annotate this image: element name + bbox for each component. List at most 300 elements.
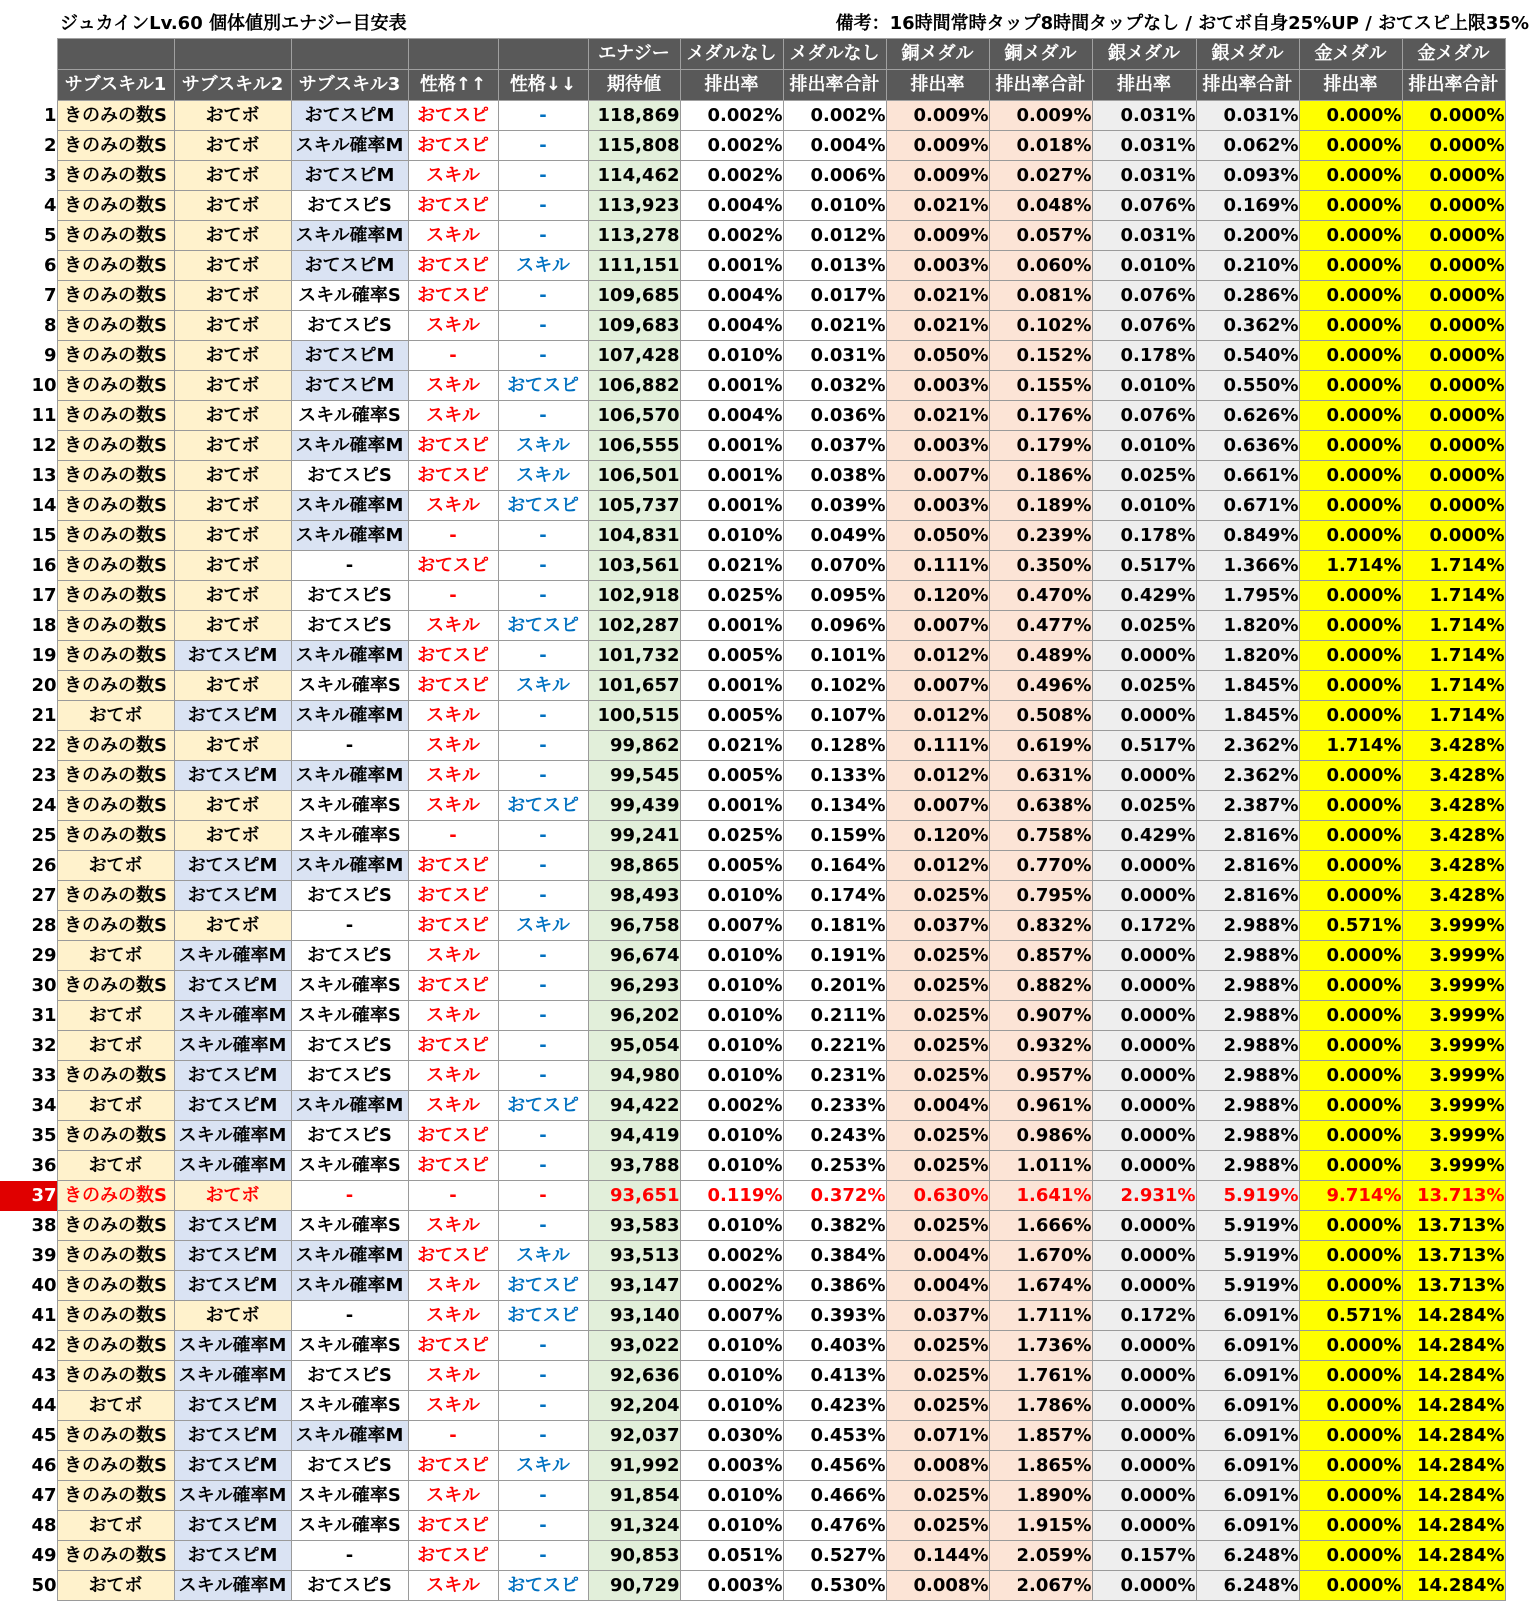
row-number: 49 (0, 1541, 57, 1571)
energy-value: 109,685 (588, 281, 680, 311)
nature-down: - (498, 161, 588, 191)
silver-total: 6.091% (1196, 1391, 1299, 1421)
sub-skill-3: スキル確率M (291, 1241, 408, 1271)
no-medal-total: 0.243% (783, 1121, 886, 1151)
no-medal-total: 0.102% (783, 671, 886, 701)
table-row (0, 1331, 1505, 1361)
gold-rate: 0.000% (1299, 371, 1402, 401)
bronze-rate: 0.025% (886, 1361, 989, 1391)
nature-down: スキル (498, 461, 588, 491)
sub-skill-2: おてスピM (174, 1541, 291, 1571)
silver-rate: 0.000% (1092, 1211, 1196, 1241)
sub-skill-3: - (291, 1181, 408, 1211)
gold-rate: 0.000% (1299, 161, 1402, 191)
sub-skill-2: おてスピM (174, 701, 291, 731)
sub-skill-2: おてボ (174, 431, 291, 461)
bronze-rate: 0.003% (886, 431, 989, 461)
bronze-rate: 0.037% (886, 911, 989, 941)
nature-up: スキル (408, 1271, 498, 1301)
sub-skill-3: おてスピS (291, 881, 408, 911)
silver-total: 0.210% (1196, 251, 1299, 281)
nature-down: - (498, 1361, 588, 1391)
energy-value: 99,241 (588, 821, 680, 851)
bronze-rate: 0.003% (886, 491, 989, 521)
row-number: 34 (0, 1091, 57, 1121)
no-medal-rate: 0.004% (680, 281, 783, 311)
sub-skill-3: スキル確率M (291, 701, 408, 731)
gold-total: 3.999% (1402, 1061, 1505, 1091)
table-row (0, 641, 1505, 671)
sub-skill-2: おてボ (174, 611, 291, 641)
row-number: 3 (0, 161, 57, 191)
gold-rate: 0.000% (1299, 491, 1402, 521)
sub-skill-2: おてスピM (174, 1421, 291, 1451)
nature-down: - (498, 521, 588, 551)
silver-rate: 0.000% (1092, 851, 1196, 881)
energy-value: 104,831 (588, 521, 680, 551)
no-medal-total: 0.134% (783, 791, 886, 821)
no-medal-rate: 0.010% (680, 341, 783, 371)
table-row (0, 851, 1505, 881)
nature-up: スキル (408, 1571, 498, 1601)
energy-value: 94,422 (588, 1091, 680, 1121)
no-medal-total: 0.372% (783, 1181, 886, 1211)
nature-up: スキル (408, 1091, 498, 1121)
bronze-rate: 0.012% (886, 701, 989, 731)
nature-up: おてスピ (408, 911, 498, 941)
no-medal-rate: 0.002% (680, 1241, 783, 1271)
bronze-rate: 0.050% (886, 341, 989, 371)
sub-skill-2: おてスピM (174, 1241, 291, 1271)
header-cell: 銀メダル (1196, 39, 1299, 70)
row-number: 47 (0, 1481, 57, 1511)
no-medal-total: 0.413% (783, 1361, 886, 1391)
no-medal-rate: 0.007% (680, 911, 783, 941)
no-medal-rate: 0.021% (680, 731, 783, 761)
table-row (0, 1091, 1505, 1121)
sub-skill-1: きのみの数S (57, 1181, 174, 1211)
energy-value: 91,324 (588, 1511, 680, 1541)
row-number: 48 (0, 1511, 57, 1541)
gold-rate: 0.000% (1299, 1391, 1402, 1421)
table-row (0, 611, 1505, 641)
table-row (0, 161, 1505, 191)
gold-rate: 0.000% (1299, 761, 1402, 791)
no-medal-total: 0.453% (783, 1421, 886, 1451)
silver-total: 0.626% (1196, 401, 1299, 431)
gold-total: 3.428% (1402, 791, 1505, 821)
energy-value: 91,854 (588, 1481, 680, 1511)
nature-down: - (498, 1181, 588, 1211)
sub-skill-1: きのみの数S (57, 971, 174, 1001)
silver-rate: 0.429% (1092, 821, 1196, 851)
nature-down: - (498, 311, 588, 341)
no-medal-rate: 0.051% (680, 1541, 783, 1571)
table-row (0, 941, 1505, 971)
table-row (0, 761, 1505, 791)
no-medal-total: 0.159% (783, 821, 886, 851)
nature-up: スキル (408, 1061, 498, 1091)
sub-skill-2: おてボ (174, 731, 291, 761)
no-medal-rate: 0.010% (680, 1031, 783, 1061)
silver-rate: 0.000% (1092, 1121, 1196, 1151)
energy-value: 93,583 (588, 1211, 680, 1241)
row-number: 30 (0, 971, 57, 1001)
nature-up: スキル (408, 941, 498, 971)
row-number: 44 (0, 1391, 57, 1421)
energy-value: 101,657 (588, 671, 680, 701)
sub-skill-1: きのみの数S (57, 1121, 174, 1151)
sub-skill-3: スキル確率M (291, 491, 408, 521)
sub-skill-1: きのみの数S (57, 461, 174, 491)
gold-total: 13.713% (1402, 1211, 1505, 1241)
energy-value: 92,204 (588, 1391, 680, 1421)
nature-down: - (498, 131, 588, 161)
silver-total: 2.362% (1196, 731, 1299, 761)
nature-up: おてスピ (408, 881, 498, 911)
gold-total: 14.284% (1402, 1331, 1505, 1361)
bronze-total: 2.059% (989, 1541, 1092, 1571)
bronze-rate: 0.025% (886, 1121, 989, 1151)
gold-rate: 0.000% (1299, 581, 1402, 611)
sub-skill-3: スキル確率S (291, 791, 408, 821)
sub-skill-3: - (291, 1541, 408, 1571)
header-cell (57, 39, 174, 70)
row-number: 32 (0, 1031, 57, 1061)
nature-down: - (498, 1391, 588, 1421)
gold-total: 14.284% (1402, 1301, 1505, 1331)
no-medal-total: 0.032% (783, 371, 886, 401)
energy-value: 93,022 (588, 1331, 680, 1361)
table-row (0, 401, 1505, 431)
nature-up: スキル (408, 1481, 498, 1511)
nature-up: スキル (408, 401, 498, 431)
no-medal-rate: 0.010% (680, 971, 783, 1001)
sub-skill-2: おてスピM (174, 1391, 291, 1421)
silver-rate: 0.000% (1092, 1421, 1196, 1451)
nature-up: おてスピ (408, 191, 498, 221)
bronze-total: 0.832% (989, 911, 1092, 941)
sub-skill-2: おてスピM (174, 881, 291, 911)
nature-down: おてスピ (498, 1091, 588, 1121)
table-row (0, 1571, 1505, 1601)
no-medal-rate: 0.010% (680, 941, 783, 971)
gold-rate: 0.000% (1299, 221, 1402, 251)
nature-up: おてスピ (408, 671, 498, 701)
bronze-total: 0.027% (989, 161, 1092, 191)
gold-rate: 0.000% (1299, 821, 1402, 851)
table-row (0, 1391, 1505, 1421)
gold-total: 3.999% (1402, 1151, 1505, 1181)
sub-skill-1: きのみの数S (57, 1361, 174, 1391)
energy-value: 90,853 (588, 1541, 680, 1571)
silver-total: 2.988% (1196, 1031, 1299, 1061)
nature-up: スキル (408, 1391, 498, 1421)
row-number: 4 (0, 191, 57, 221)
gold-total: 14.284% (1402, 1361, 1505, 1391)
no-medal-rate: 0.119% (680, 1181, 783, 1211)
nature-up: - (408, 521, 498, 551)
bronze-rate: 0.120% (886, 821, 989, 851)
gold-rate: 0.000% (1299, 521, 1402, 551)
bronze-total: 1.761% (989, 1361, 1092, 1391)
silver-total: 1.795% (1196, 581, 1299, 611)
gold-total: 0.000% (1402, 101, 1505, 131)
row-number: 16 (0, 551, 57, 581)
nature-down: - (498, 851, 588, 881)
sub-skill-1: おてボ (57, 701, 174, 731)
row-number: 31 (0, 1001, 57, 1031)
table-body (0, 101, 1505, 1601)
table-row (0, 1421, 1505, 1451)
bronze-rate: 0.012% (886, 851, 989, 881)
no-medal-rate: 0.010% (680, 1121, 783, 1151)
energy-value: 96,293 (588, 971, 680, 1001)
bronze-rate: 0.007% (886, 791, 989, 821)
no-medal-total: 0.031% (783, 341, 886, 371)
gold-rate: 1.714% (1299, 551, 1402, 581)
bronze-total: 0.009% (989, 101, 1092, 131)
nature-down: - (498, 881, 588, 911)
gold-total: 14.284% (1402, 1391, 1505, 1421)
no-medal-rate: 0.001% (680, 461, 783, 491)
nature-up: スキル (408, 731, 498, 761)
gold-total: 1.714% (1402, 581, 1505, 611)
gold-rate: 0.000% (1299, 791, 1402, 821)
bronze-rate: 0.037% (886, 1301, 989, 1331)
sub-skill-3: - (291, 911, 408, 941)
no-medal-total: 0.037% (783, 431, 886, 461)
bronze-total: 0.239% (989, 521, 1092, 551)
bronze-rate: 0.003% (886, 251, 989, 281)
nature-up: スキル (408, 1301, 498, 1331)
silver-rate: 0.076% (1092, 281, 1196, 311)
no-medal-rate: 0.010% (680, 1001, 783, 1031)
table-row (0, 1151, 1505, 1181)
silver-total: 6.091% (1196, 1481, 1299, 1511)
table-row (0, 341, 1505, 371)
silver-total: 0.661% (1196, 461, 1299, 491)
row-number: 19 (0, 641, 57, 671)
energy-table (0, 38, 1506, 1601)
sub-skill-2: おてボ (174, 401, 291, 431)
nature-down: - (498, 581, 588, 611)
bronze-rate: 0.025% (886, 941, 989, 971)
sub-skill-1: おてボ (57, 1151, 174, 1181)
gold-total: 14.284% (1402, 1571, 1505, 1601)
silver-total: 6.091% (1196, 1511, 1299, 1541)
gold-rate: 0.000% (1299, 1151, 1402, 1181)
row-number: 7 (0, 281, 57, 311)
energy-value: 90,729 (588, 1571, 680, 1601)
header-cell: メダルなし (783, 39, 886, 70)
gold-total: 0.000% (1402, 281, 1505, 311)
nature-down: - (498, 1331, 588, 1361)
energy-value: 94,980 (588, 1061, 680, 1091)
energy-value: 94,419 (588, 1121, 680, 1151)
gold-total: 0.000% (1402, 431, 1505, 461)
row-number: 39 (0, 1241, 57, 1271)
sub-skill-1: きのみの数S (57, 371, 174, 401)
bronze-rate: 0.025% (886, 1481, 989, 1511)
sub-skill-2: おてスピM (174, 851, 291, 881)
sub-skill-2: スキル確率M (174, 1031, 291, 1061)
nature-down: おてスピ (498, 491, 588, 521)
nature-down: - (498, 221, 588, 251)
header-cell: 銀メダル (1092, 39, 1196, 70)
no-medal-rate: 0.004% (680, 191, 783, 221)
bronze-total: 0.102% (989, 311, 1092, 341)
nature-up: スキル (408, 1001, 498, 1031)
bronze-rate: 0.025% (886, 1001, 989, 1031)
no-medal-total: 0.253% (783, 1151, 886, 1181)
bronze-total: 0.477% (989, 611, 1092, 641)
sub-skill-1: きのみの数S (57, 221, 174, 251)
sub-skill-3: スキル確率S (291, 1151, 408, 1181)
sub-skill-2: スキル確率M (174, 1151, 291, 1181)
table-row (0, 1511, 1505, 1541)
header-cell: 期待値 (588, 70, 680, 101)
no-medal-rate: 0.007% (680, 1301, 783, 1331)
nature-up: スキル (408, 371, 498, 401)
gold-rate: 0.000% (1299, 341, 1402, 371)
sub-skill-3: おてスピM (291, 251, 408, 281)
silver-rate: 0.000% (1092, 1031, 1196, 1061)
header-cell: 銅メダル (989, 39, 1092, 70)
gold-rate: 0.000% (1299, 1511, 1402, 1541)
energy-value: 113,278 (588, 221, 680, 251)
energy-value: 101,732 (588, 641, 680, 671)
no-medal-total: 0.527% (783, 1541, 886, 1571)
energy-value: 102,918 (588, 581, 680, 611)
silver-total: 0.540% (1196, 341, 1299, 371)
header-cell: 排出率 (1092, 70, 1196, 101)
sub-skill-2: おてボ (174, 251, 291, 281)
table-row (0, 701, 1505, 731)
row-number: 36 (0, 1151, 57, 1181)
nature-down: おてスピ (498, 1271, 588, 1301)
silver-total: 1.845% (1196, 701, 1299, 731)
no-medal-total: 0.012% (783, 221, 886, 251)
no-medal-total: 0.423% (783, 1391, 886, 1421)
sub-skill-3: スキル確率M (291, 1421, 408, 1451)
bronze-rate: 0.050% (886, 521, 989, 551)
energy-value: 96,202 (588, 1001, 680, 1031)
row-number: 37 (0, 1181, 57, 1211)
no-medal-total: 0.021% (783, 311, 886, 341)
row-number: 42 (0, 1331, 57, 1361)
no-medal-total: 0.201% (783, 971, 886, 1001)
no-medal-total: 0.530% (783, 1571, 886, 1601)
gold-total: 0.000% (1402, 191, 1505, 221)
nature-down: - (498, 281, 588, 311)
silver-total: 2.988% (1196, 1061, 1299, 1091)
sub-skill-2: スキル確率M (174, 1001, 291, 1031)
sub-skill-3: おてスピM (291, 161, 408, 191)
no-medal-total: 0.013% (783, 251, 886, 281)
table-row (0, 1451, 1505, 1481)
bronze-rate: 0.008% (886, 1571, 989, 1601)
table-row (0, 881, 1505, 911)
silver-total: 5.919% (1196, 1181, 1299, 1211)
gold-total: 0.000% (1402, 371, 1505, 401)
silver-rate: 0.172% (1092, 911, 1196, 941)
nature-up: - (408, 341, 498, 371)
table-row (0, 1181, 1505, 1211)
gold-total: 3.428% (1402, 821, 1505, 851)
table-row (0, 371, 1505, 401)
gold-total: 14.284% (1402, 1451, 1505, 1481)
sub-skill-1: きのみの数S (57, 161, 174, 191)
table-row (0, 731, 1505, 761)
table-row (0, 1481, 1505, 1511)
silver-rate: 0.000% (1092, 971, 1196, 1001)
sub-skill-1: きのみの数S (57, 821, 174, 851)
no-medal-total: 0.393% (783, 1301, 886, 1331)
sub-skill-1: きのみの数S (57, 1451, 174, 1481)
bronze-rate: 0.025% (886, 1391, 989, 1421)
bronze-total: 0.489% (989, 641, 1092, 671)
header-cell: エナジー (588, 39, 680, 70)
bronze-rate: 0.009% (886, 131, 989, 161)
nature-up: スキル (408, 791, 498, 821)
header-cell: 排出率合計 (1402, 70, 1505, 101)
nature-up: おてスピ (408, 131, 498, 161)
header-cell: 排出率 (886, 70, 989, 101)
row-number: 35 (0, 1121, 57, 1151)
sub-skill-3: おてスピS (291, 1031, 408, 1061)
sub-skill-2: おてスピM (174, 1451, 291, 1481)
energy-value: 99,862 (588, 731, 680, 761)
sub-skill-2: スキル確率M (174, 1331, 291, 1361)
silver-rate: 0.025% (1092, 611, 1196, 641)
gold-rate: 0.000% (1299, 101, 1402, 131)
no-medal-rate: 0.010% (680, 1211, 783, 1241)
table-row (0, 311, 1505, 341)
no-medal-total: 0.181% (783, 911, 886, 941)
corner-cell (0, 70, 57, 101)
table-row (0, 581, 1505, 611)
bronze-rate: 0.025% (886, 1331, 989, 1361)
sub-skill-3: おてスピS (291, 941, 408, 971)
nature-up: おてスピ (408, 851, 498, 881)
nature-down: - (498, 1061, 588, 1091)
sub-skill-1: きのみの数S (57, 341, 174, 371)
nature-down: - (498, 341, 588, 371)
table-row (0, 281, 1505, 311)
sub-skill-3: スキル確率S (291, 671, 408, 701)
energy-value: 115,808 (588, 131, 680, 161)
bronze-total: 0.857% (989, 941, 1092, 971)
gold-rate: 0.000% (1299, 401, 1402, 431)
nature-up: おてスピ (408, 641, 498, 671)
bronze-total: 1.011% (989, 1151, 1092, 1181)
silver-rate: 0.031% (1092, 221, 1196, 251)
energy-value: 114,462 (588, 161, 680, 191)
bronze-total: 1.641% (989, 1181, 1092, 1211)
sheet-note: 備考：16時間常時タップ8時間タップなし / おてボ自身25%UP / おてスピ上限35% (835, 13, 1529, 34)
gold-rate: 0.000% (1299, 1271, 1402, 1301)
sub-skill-2: おてボ (174, 491, 291, 521)
no-medal-total: 0.174% (783, 881, 886, 911)
row-number: 22 (0, 731, 57, 761)
sub-skill-3: スキル確率M (291, 221, 408, 251)
bronze-rate: 0.004% (886, 1091, 989, 1121)
row-number: 27 (0, 881, 57, 911)
no-medal-rate: 0.001% (680, 671, 783, 701)
silver-total: 5.919% (1196, 1241, 1299, 1271)
gold-rate: 0.000% (1299, 1541, 1402, 1571)
